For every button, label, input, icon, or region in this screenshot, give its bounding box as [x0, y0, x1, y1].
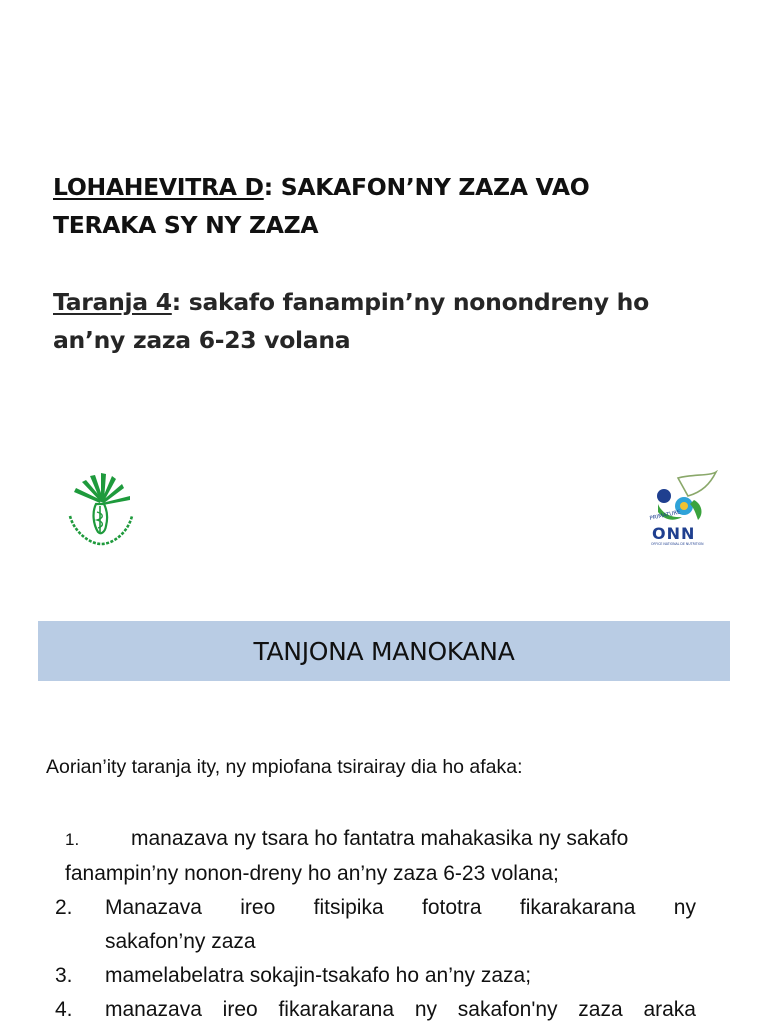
objective-text: manazava ny tsara ho fantatra mahakasika ny sakafo [131, 827, 629, 850]
objectives-list [52, 822, 696, 1027]
objective-item-3 [52, 959, 696, 993]
objective-item-4 [52, 993, 696, 1027]
objective-item-1 [52, 822, 696, 891]
logo-onn-text: ONN [652, 524, 696, 543]
chapter-label: LOHAHEVITRA D [53, 173, 264, 201]
logo-onn-subtitle: OFFICE NATIONAL DE NUTRITION [651, 542, 704, 546]
primature-onn-logo [644, 470, 722, 548]
logo-primature-text: PRIMATURE [649, 509, 682, 522]
lesson-title-rest: : sakafo fanampin’ny nonondreny ho [171, 288, 649, 316]
objective-text: mamelabelatra sokajin-tsakafo ho an’ny zaza; [105, 964, 532, 987]
objective-text: manazava ireo fikarakarana ny sakafon'ny zaza araka [105, 998, 696, 1021]
objective-text-cont: fanampin’ny nonon-dreny ho an’ny zaza 6-23 volana; [65, 862, 559, 885]
chapter-title [53, 168, 703, 244]
section-banner [38, 621, 730, 681]
lesson-label: Taranja 4 [53, 288, 172, 316]
objective-text: Manazava ireo fitsipika fototra fikarakarana ny [105, 896, 696, 919]
ministry-health-logo [60, 472, 142, 548]
objective-number: 4. [55, 998, 73, 1021]
lesson-title [53, 283, 703, 359]
chapter-title-rest: : SAKAFON’NY ZAZA VAO [263, 173, 590, 201]
chapter-title-line2: TERAKA SY NY ZAZA [53, 211, 319, 239]
intro-text: Aorian’ity taranja ity, ny mpiofana tsirairay dia ho afaka: [46, 756, 523, 778]
objective-number: 3. [55, 964, 73, 987]
objective-text-cont: sakafon’ny zaza [105, 930, 256, 953]
title-block [53, 168, 703, 359]
objective-item-2 [52, 891, 696, 959]
objective-number: 2. [55, 896, 73, 919]
lesson-title-line2: an’ny zaza 6-23 volana [53, 326, 351, 354]
banner-title: TANJONA MANOKANA [253, 636, 515, 666]
objective-number: 1. [65, 830, 80, 849]
